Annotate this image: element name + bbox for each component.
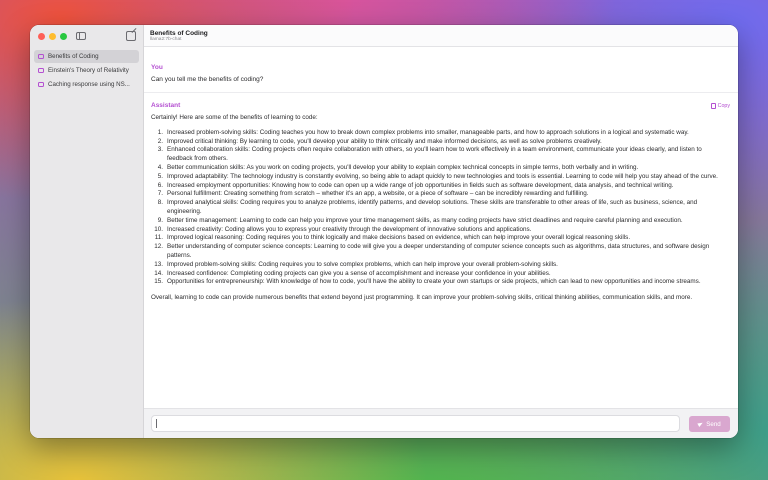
chat-list	[34, 50, 139, 92]
list-text: Improved logical reasoning: Coding requires you to think logically and make decisions based on evidence, which can help improve your overall logical reasoning skills.	[167, 234, 631, 242]
list-text: Opportunities for entrepreneurship: With knowledge of how to code, you'll have the ability to create your own startups or side projects, which can lead to new opportunities and income streams.	[167, 278, 701, 286]
paper-plane-icon	[698, 421, 704, 427]
chat-item-einstein-relativity[interactable]	[34, 64, 139, 77]
assistant-message-block	[144, 93, 738, 303]
list-item	[151, 270, 726, 279]
copy-label: Copy	[717, 103, 730, 109]
list-item	[151, 226, 726, 235]
chat-bubble-icon	[38, 68, 44, 73]
list-number: 14.	[154, 269, 163, 277]
list-text: Improved analytical skills: Coding requires you to analyze problems, identify patterns, and develop solutions. These skills are transferable to other areas of life, such as business, science, and engineering.	[167, 199, 698, 215]
list-number: 8.	[157, 199, 163, 207]
answer-outro: Overall, learning to code can provide numerous benefits that extend beyond just programming. It can improve your problem-solving skills, critical thinking abilities, communication skills, and more.	[151, 294, 693, 302]
close-window-icon[interactable]	[38, 33, 45, 40]
list-item	[151, 164, 726, 173]
list-number: 5.	[157, 172, 163, 180]
model-name: llama2:7b-chat	[150, 37, 182, 42]
list-number: 13.	[154, 260, 163, 268]
send-button[interactable]	[689, 416, 730, 432]
list-text: Increased creativity: Coding allows you to express your creativity through the development of innovative solutions and applications.	[167, 225, 532, 233]
chat-item-benefits-of-coding[interactable]	[34, 50, 139, 63]
list-item	[151, 182, 726, 191]
list-number: 7.	[157, 190, 163, 198]
copy-button[interactable]	[711, 103, 730, 109]
list-number: 4.	[157, 163, 163, 171]
list-item	[151, 173, 726, 182]
list-number: 15.	[154, 278, 163, 286]
list-number: 11.	[154, 234, 163, 242]
list-number: 12.	[154, 243, 163, 251]
title-bar	[144, 25, 738, 47]
chat-title: Benefits of Coding	[150, 30, 208, 37]
copy-icon	[711, 103, 716, 109]
list-number: 9.	[157, 216, 163, 224]
list-number: 3.	[157, 146, 163, 154]
minimize-window-icon[interactable]	[49, 33, 56, 40]
benefits-list	[151, 129, 726, 287]
sidebar	[30, 25, 144, 438]
user-message-block	[144, 47, 738, 93]
list-number: 1.	[157, 128, 163, 136]
chat-item-label: Caching response using NS...	[48, 81, 130, 88]
list-text: Improved problem-solving skills: Coding requires you to solve complex problems, which can help improve your overall problem-solving skills.	[167, 260, 558, 268]
list-number: 10.	[154, 225, 163, 233]
zoom-window-icon[interactable]	[60, 33, 67, 40]
new-chat-icon[interactable]	[126, 31, 136, 41]
send-label: Send	[706, 420, 721, 428]
list-text: Improved adaptability: The technology industry is constantly evolving, so being able to adapt quickly to new technologies and tools is essential. Learning to code will help you stay ahead of the curve.	[167, 172, 718, 180]
list-text: Better understanding of computer science concepts: Learning to code will give you a deeper understanding of computer science concepts such as algorithms, data structures, and software design patterns.	[167, 243, 710, 259]
chat-main	[144, 25, 738, 438]
list-item	[151, 234, 726, 243]
chat-item-label: Einstein's Theory of Relativity	[48, 67, 129, 74]
list-number: 6.	[157, 181, 163, 189]
list-item	[151, 129, 726, 138]
chat-bubble-icon	[38, 82, 44, 87]
list-text: Personal fulfillment: Creating something from scratch – whether it's an app, a website, or a piece of software – can be incredibly rewarding and fulfilling.	[167, 190, 589, 198]
sidebar-toggle-icon[interactable]	[76, 32, 86, 40]
assistant-answer	[151, 114, 726, 303]
list-text: Better communication skills: As you work on coding projects, you'll develop your ability to explain complex technical concepts in simple terms, both verbally and in writing.	[167, 163, 639, 171]
user-role-label: You	[151, 64, 163, 71]
list-item	[151, 146, 726, 164]
chat-item-caching-response[interactable]	[34, 78, 139, 91]
user-message: Can you tell me the benefits of coding?	[151, 76, 264, 83]
list-text: Increased confidence: Completing coding projects can give you a sense of accomplishment and increase your confidence in your abilities.	[167, 269, 551, 277]
assistant-role-label: Assistant	[151, 102, 181, 109]
composer-bar	[144, 408, 738, 438]
list-item	[151, 199, 726, 217]
list-text: Increased problem-solving skills: Coding teaches you how to break down complex problems into smaller, manageable parts, and how to approach solutions in a logical and systematic way.	[167, 128, 689, 136]
app-window	[30, 25, 738, 438]
list-text: Improved critical thinking: By learning to code, you'll develop your ability to think critically and make informed decisions, as well as solve problems creatively.	[167, 137, 602, 145]
list-text: Better time management: Learning to code can help you improve your time management skills, as many coding projects have strict deadlines and require careful planning and execution.	[167, 216, 683, 224]
list-text: Enhanced collaboration skills: Coding projects often require collaboration with others, so you'll learn how to work effectively in a team environment, communicate your ideas clearly, and listen to feedback from others.	[167, 146, 702, 163]
window-controls	[38, 33, 67, 40]
list-item	[151, 190, 726, 199]
chat-item-label: Benefits of Coding	[48, 53, 99, 60]
chat-bubble-icon	[38, 54, 44, 59]
list-number: 2.	[157, 137, 163, 145]
list-item	[151, 278, 726, 287]
list-item	[151, 261, 726, 270]
list-item	[151, 243, 726, 261]
list-item	[151, 217, 726, 226]
text-caret	[156, 419, 157, 428]
list-text: Increased employment opportunities: Knowing how to code can open up a wide range of job opportunities in fields such as software development, data analysis, and technical writing.	[167, 181, 674, 189]
message-input[interactable]	[151, 415, 680, 432]
answer-intro: Certainly! Here are some of the benefits of learning to code:	[151, 114, 318, 121]
list-item	[151, 138, 726, 147]
